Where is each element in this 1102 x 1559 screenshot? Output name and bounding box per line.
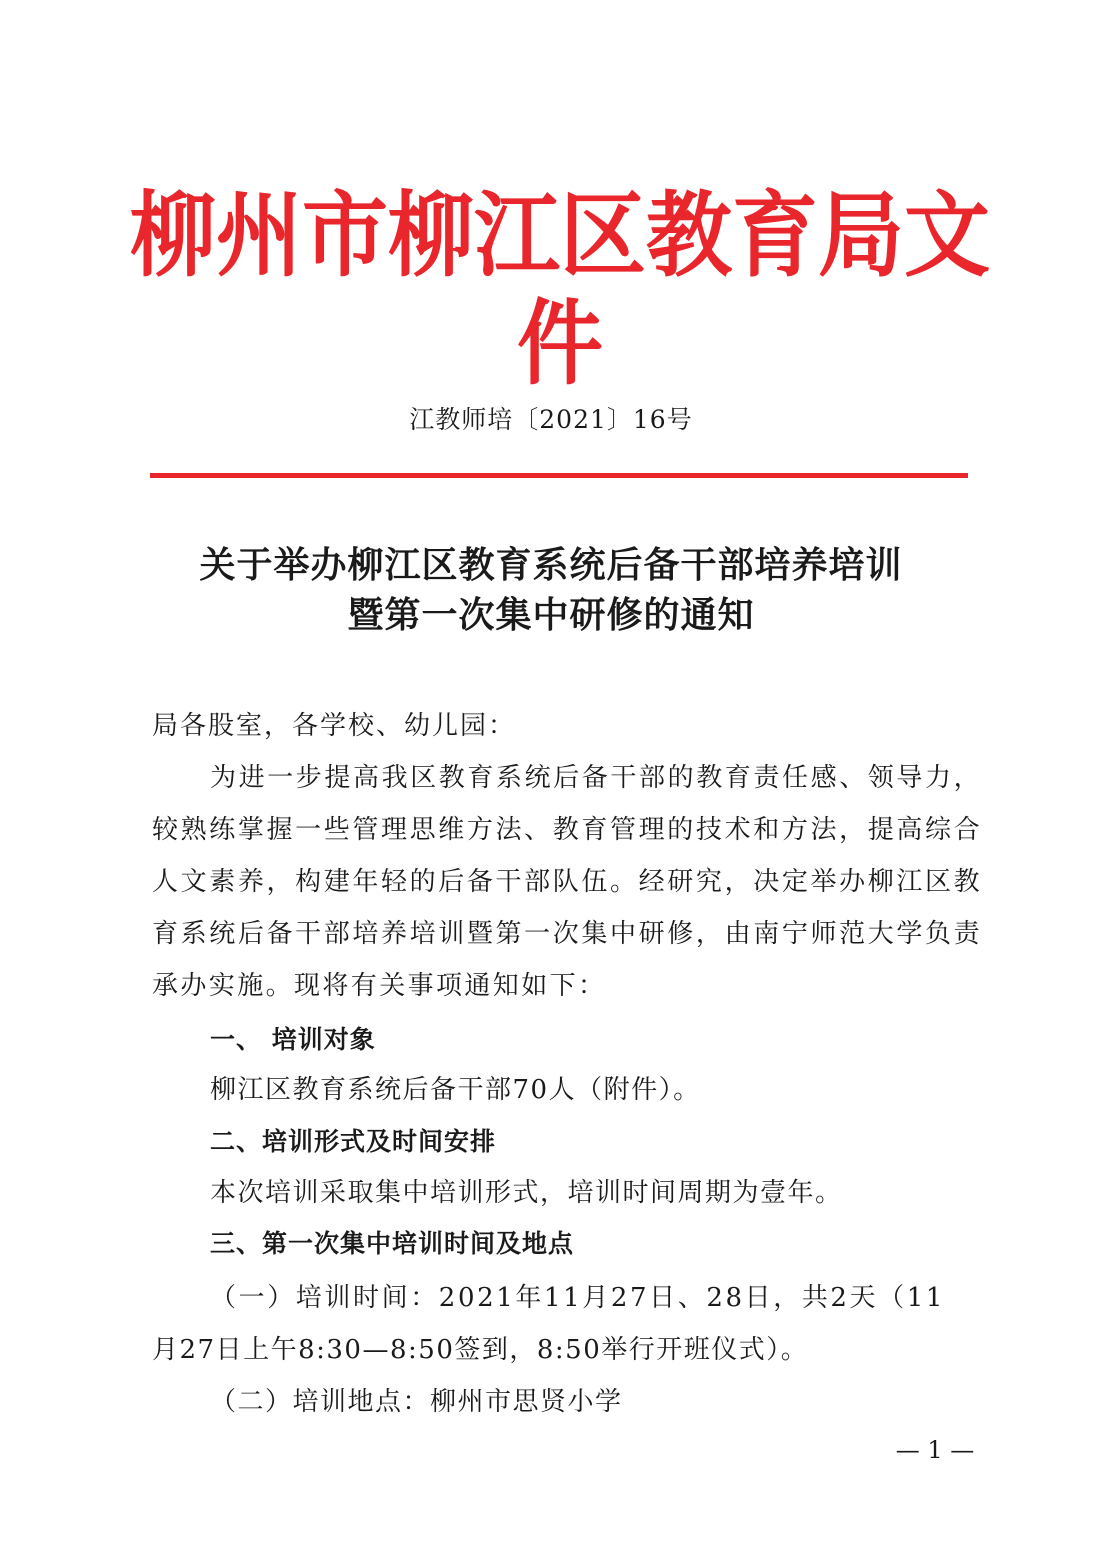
document-number: 江教师培〔2021〕16号 <box>409 405 693 434</box>
section-3-heading: 三、第一次集中培训时间及地点 <box>210 1229 575 1258</box>
section-2-heading: 二、培训形式及时间安排 <box>210 1127 497 1156</box>
section-3-item-1-line-2: 月27日上午8:30—8:50签到，8:50举行开班仪式）。 <box>152 1335 809 1365</box>
notice-title-line-1: 关于举办柳江区教育系统后备干部培养培训 <box>199 544 903 586</box>
page-number: — 1 — <box>895 1436 975 1464</box>
notice-title-line-2: 暨第一次集中研修的通知 <box>347 594 755 636</box>
section-1-text: 柳江区教育系统后备干部70人（附件）。 <box>210 1075 701 1105</box>
section-3-item-2: （二）培训地点：柳州市思贤小学 <box>210 1387 623 1417</box>
section-3-item-1-line-1: （一）培训时间：2021年11月27日、28日，共2天（11 <box>210 1283 946 1313</box>
intro-paragraph: 为进一步提高我区教育系统后备干部的教育责任感、领导力，较熟练掌握一些管理思维方法、教育管理的技术和方法，提高综合人文素养，构建年轻的后备干部队伍。经研究，决定举办柳江区教育系统后备干部培养培训暨第一次集中研修，由南宁师范大学负责承办实施。现将有关事项通知如下： <box>152 763 982 1001</box>
red-separator-line <box>150 473 968 478</box>
section-2-text: 本次培训采取集中培训形式，培训时间周期为壹年。 <box>210 1178 843 1208</box>
addressee: 局各股室，各学校、幼儿园： <box>152 711 517 741</box>
notice-title <box>0 540 1102 640</box>
issuing-organization-title: 柳州市柳江区教育局文件 <box>130 182 990 398</box>
section-1-heading: 一、 培训对象 <box>210 1025 376 1054</box>
